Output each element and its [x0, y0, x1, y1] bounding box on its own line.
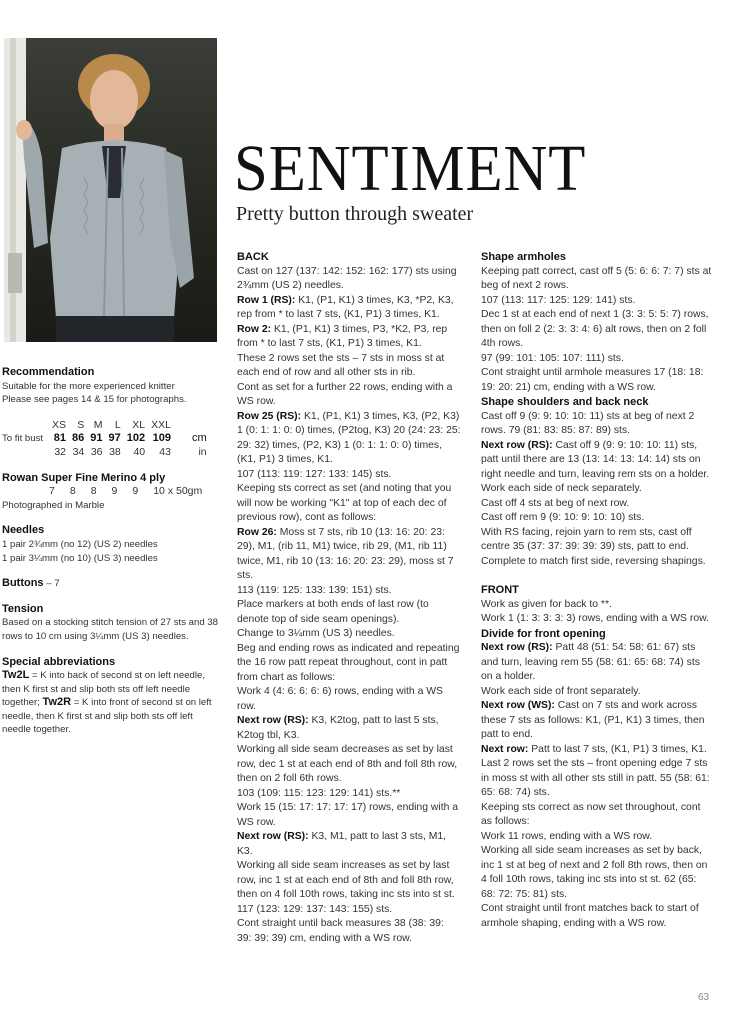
- bust-cm-value: 97: [108, 432, 121, 445]
- recommendation-heading: Recommendation: [2, 366, 95, 378]
- row-label: Row 25 (RS):: [237, 410, 302, 422]
- instruction: Cont as set for a further 22 rows, ending with a WS row.: [237, 381, 453, 407]
- instruction: [237, 294, 461, 323]
- instruction: [237, 830, 461, 859]
- instruction: Work each side of front separately.: [481, 685, 641, 697]
- row-label: Row 2:: [237, 323, 272, 335]
- instruction: Cast on 127 (137: 142: 152: 162: 177) sts using 2¾mm (US 2) needles.: [237, 265, 457, 291]
- instruction: Cont straight until back measures 38 (38: 39: 39: 39: 39) cm, ending with a WS row.: [237, 918, 444, 944]
- info-column: [2, 366, 224, 737]
- bust-label: To fit bust: [2, 433, 44, 445]
- bust-in-value: 34: [72, 445, 85, 458]
- front-column: [481, 250, 713, 931]
- armholes-heading: Shape armholes: [481, 251, 566, 263]
- bust-in-value: 40: [133, 445, 146, 458]
- row-label: Next row (RS):: [481, 439, 553, 451]
- divide-heading: Divide for front opening: [481, 627, 606, 640]
- instruction: [481, 641, 713, 685]
- abbr-definition: = K into front of second st on left needle, then K first st and slip both sts off left needle together.: [2, 697, 212, 736]
- instruction: Keeping sts correct as now set throughout, cont as follows:: [481, 801, 701, 827]
- buttons-value: – 7: [43, 578, 60, 590]
- abbreviations-text: [2, 669, 224, 737]
- yarn-amount: 9: [132, 485, 139, 498]
- row-text: K3, M1, patt to last 3 sts, M1, K3.: [237, 831, 447, 857]
- row-label: Row 26:: [237, 526, 277, 538]
- instruction: Work each side of neck separately.: [481, 483, 642, 494]
- row-text: K1, (P1, K1) 3 times, K3, *P2, K3, rep from * to last 7 sts, (K1, P1) 3 times, K1.: [237, 294, 454, 320]
- instruction: Working all side seam increases as set by last row, inc 1 st at each end of 8th and foll 8th row, then on 4 foll 10th rows, taking inc sts into st st.: [237, 860, 455, 900]
- instruction: Working all side seam decreases as set by last row, dec 1 st at each end of 8th and foll 8th row, then on 2 foll 6th rows.: [237, 744, 458, 784]
- abbr-term: Tw2L: [2, 669, 30, 682]
- instruction: [481, 699, 713, 743]
- yarn-amounts: [46, 485, 205, 499]
- instruction: These 2 rows set the sts – 7 sts in moss st at each end of row and all other sts in rib.: [237, 352, 445, 378]
- needle-item: 1 pair 2¾mm (no 12) (US 2) needles: [2, 538, 158, 550]
- yarn-amount: 8: [69, 485, 76, 498]
- row-text: Patt to last 7 sts, (K1, P1) 3 times, K1.: [528, 743, 707, 755]
- instruction: Keeping patt correct, cast off 5 (5: 6: 6: 7: 7) sts at beg of next 2 rows.: [481, 265, 712, 291]
- instruction: [237, 526, 461, 584]
- bust-in-value: 43: [159, 445, 171, 458]
- front-heading: FRONT: [481, 584, 519, 596]
- instruction: [237, 410, 461, 468]
- yarn-heading: Rowan Super Fine Merino 4 ply: [2, 471, 166, 484]
- instruction: Cast off rem 9 (9: 10: 9: 10: 10) sts.: [481, 512, 645, 523]
- size-header: L: [114, 418, 121, 431]
- instruction: Change to 3¼mm (US 3) needles.: [237, 628, 395, 639]
- bust-cm-unit: cm: [191, 432, 207, 445]
- instruction: Work 4 (4: 6: 6: 6: 6) rows, ending with a WS row.: [237, 686, 443, 712]
- instruction: Work 11 rows, ending with a WS row.: [481, 830, 653, 842]
- abbr-definition: = K into back of second st on left needle, then K first st and slip both sts off left needle together;: [2, 670, 206, 709]
- size-header: S: [77, 418, 85, 431]
- size-header: XXL: [151, 418, 171, 431]
- buttons-label: Buttons: [2, 577, 44, 590]
- bust-in-value: 32: [54, 445, 67, 458]
- shoulders-heading: Shape shoulders and back neck: [481, 396, 649, 408]
- row-label: Next row (WS):: [481, 700, 555, 711]
- size-table: [2, 419, 210, 460]
- abbr-term: Tw2R: [42, 696, 72, 709]
- recommendation-text: Suitable for the more experienced knitter: [2, 380, 175, 392]
- row-label: Next row (RS):: [237, 831, 309, 842]
- back-heading: BACK: [237, 251, 269, 263]
- instruction: [481, 743, 713, 758]
- size-header: XS: [52, 418, 67, 431]
- bust-in-unit: in: [198, 445, 207, 458]
- needle-item: 1 pair 3¼mm (no 10) (US 3) needles: [2, 552, 158, 564]
- back-column: [237, 250, 461, 946]
- row-text: Patt 48 (51: 54: 58: 61: 67) sts and turn, leaving rem 55 (58: 61: 65: 68: 74) sts on a holder.: [481, 642, 700, 682]
- buttons-line: [2, 577, 224, 591]
- row-label: Next row (RS):: [481, 642, 553, 653]
- instruction: [237, 323, 461, 352]
- bust-cm-value: 91: [90, 432, 103, 445]
- instruction: Place markers at both ends of last row (to denote top of side seam openings).: [237, 599, 429, 625]
- instruction: [481, 439, 713, 483]
- instruction: Working all side seam increases as set by back, inc 1 st at beg of next and 2 foll 8th rows, then on 4 foll 10th rows, taking inc sts into st st. 62 (65: 68: 72: 75: 81) sts.: [481, 845, 708, 900]
- instruction: Dec 1 st at each end of next 1 (3: 3: 5: 5: 7) rows, then on foll 2 (2: 3: 3: 4: 6) alt rows, then on 2 foll 4th rows.: [481, 309, 709, 349]
- bust-cm-value: 109: [152, 432, 171, 445]
- instruction: Cont straight until front matches back to start of armhole shaping, ending with a WS row.: [481, 903, 699, 929]
- needles-heading: Needles: [2, 524, 45, 537]
- row-text: K1, (P1, K1) 3 times, P3, *K2, P3, rep from * to last 7 sts, (K1, P1) 3 times, K1.: [237, 323, 448, 349]
- row-label: Next row:: [481, 743, 529, 755]
- tension-heading: Tension: [2, 602, 44, 615]
- size-header: XL: [132, 418, 146, 431]
- bust-cm-value: 81: [53, 432, 67, 445]
- instruction: 97 (99: 101: 105: 107: 111) sts.: [481, 352, 624, 364]
- instruction: Cast off 4 sts at beg of next row.: [481, 497, 630, 509]
- instruction: Last 2 rows set the sts – front opening edge 7 sts in moss st with all other sts still in patt. 55 (58: 61: 65: 68: 74) sts.: [481, 758, 710, 798]
- yarn-amount: 10 x 50gm: [153, 485, 203, 498]
- yarn-amount: 9: [111, 485, 118, 498]
- instruction: Work 15 (15: 17: 17: 17: 17) rows, ending with a WS row.: [237, 802, 459, 828]
- instruction: 103 (109: 115: 123: 129: 141) sts.**: [237, 787, 401, 799]
- bust-in-value: 38: [109, 445, 121, 458]
- yarn-amount: 7: [49, 485, 55, 498]
- row-text: K1, (P1, K1) 3 times, K3, (P2, K3) 1 (0: 1: 1: 0: 0) times, (P2tog, K3) 20 (24: 23: 25: 29: 32) times, (P2, K3) 1 (0: 1: 1: 0: 0) times, (K1, P1) 3 times, K1.: [237, 410, 461, 465]
- bust-in-value: 36: [90, 445, 103, 458]
- instruction: 107 (113: 117: 125: 129: 141) sts.: [481, 294, 636, 306]
- row-text: Cast off 9 (9: 9: 10: 10: 11) sts, patt until there are 13 (13: 14: 13: 14: 14) sts on right needle and turn, leaving rem sts on a holder.: [481, 439, 710, 480]
- yarn-amount: 8: [90, 485, 97, 498]
- instruction: 113 (119: 125: 133: 139: 151) sts.: [237, 584, 392, 596]
- row-label: Row 1 (RS):: [237, 294, 296, 306]
- instruction: Beg and ending rows as indicated and repeating the 16 row patt repeat throughout, cont in patt from chart as follows:: [237, 642, 460, 683]
- tension-text: Based on a stocking stitch tension of 27 sts and 38 rows to 10 cm using 3¼mm (US 3) needles.: [2, 617, 218, 642]
- model-photo: [4, 38, 217, 342]
- photos-reference: Please see pages 14 & 15 for photographs.: [2, 394, 187, 406]
- instruction: With RS facing, rejoin yarn to rem sts, cast off centre 35 (37: 37: 39: 39: 39) sts, patt to end.: [481, 526, 692, 552]
- abbreviations-heading: Special abbreviations: [2, 655, 116, 668]
- instruction: Work 1 (1: 3: 3: 3: 3) rows, ending with a WS row.: [481, 613, 709, 624]
- row-text: Cast on 7 sts and work across these 7 sts as follows: K1, (P1, K1) 3 times, then patt to end.: [481, 700, 705, 740]
- instruction: Work as given for back to **.: [481, 598, 612, 610]
- instruction: Complete to match first side, reversing shapings.: [481, 555, 706, 567]
- row-label: Next row (RS):: [237, 715, 309, 726]
- row-text: Moss st 7 sts, rib 10 (13: 16: 20: 23: 29), M1, (rib 11, M1) twice, rib 29, (M1, rib 11) twice, M1, rib 10 (13: 16: 20: 23: 29), moss st 7 sts.: [237, 526, 454, 581]
- instruction: [237, 714, 461, 743]
- pattern-subtitle: Pretty button through sweater: [236, 203, 474, 225]
- pattern-title: SENTIMENT: [234, 132, 587, 205]
- instruction: 107 (113: 119: 127: 133: 145) sts.: [237, 468, 392, 480]
- size-header: M: [93, 418, 103, 431]
- photographed-colour: Photographed in Marble: [2, 499, 105, 511]
- instruction: Cont straight until armhole measures 17 (18: 18: 19: 20: 21) cm, ending with a WS row.: [481, 367, 704, 393]
- bust-cm-value: 86: [72, 432, 85, 445]
- instruction: 117 (123: 129: 137: 143: 155) sts.: [237, 903, 393, 915]
- bust-cm-value: 102: [126, 432, 146, 445]
- page-number: 63: [698, 992, 710, 1003]
- row-text: K3, K2tog, patt to last 5 sts, K2tog tbl, K3.: [237, 715, 439, 741]
- instruction: Keeping sts correct as set (and noting that you will now be working "K1" at top of each dec of previous row), cont as follows:: [237, 483, 452, 523]
- instruction: Cast off 9 (9: 9: 10: 10: 11) sts at beg of next 2 rows. 79 (81: 83: 85: 87: 89) sts.: [481, 410, 695, 436]
